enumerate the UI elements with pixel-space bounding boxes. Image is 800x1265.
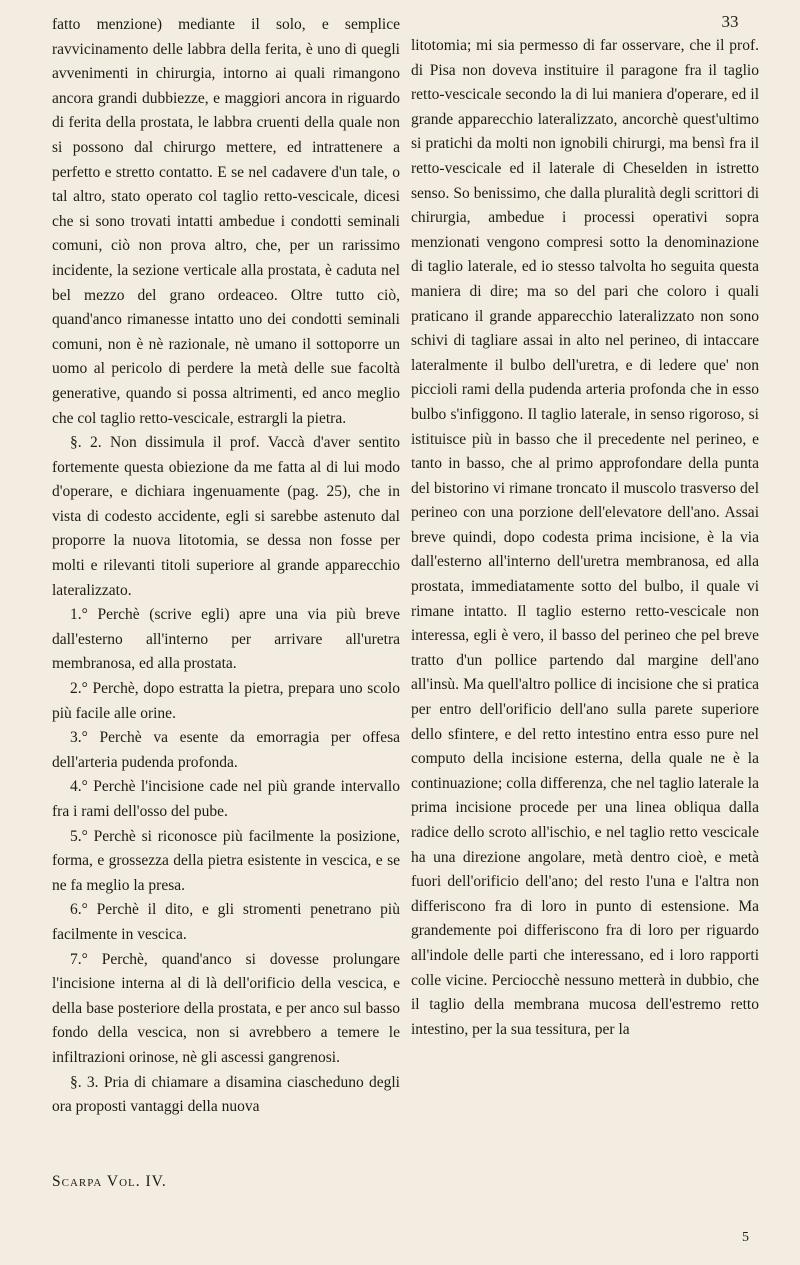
right-column bbox=[411, 34, 759, 1042]
list-item: 1.° Perchè (scrive egli) apre una via più breve dall'esterno all'interno per arrivare all'uretra membranosa, ed alla prostata. bbox=[52, 606, 400, 673]
paragraph: §. 3. Pria di chiamare a disamina ciascheduno degli ora proposti vantaggi della nuova bbox=[52, 1073, 400, 1116]
list-item: 3.° Perchè va esente da emorragia per offesa dell'arteria pudenda profonda. bbox=[52, 729, 400, 771]
list-item: 4.° Perchè l'incisione cade nel più grande intervallo fra i rami dell'osso del pube. bbox=[52, 778, 400, 820]
paragraph: litotomia; mi sia permesso di far osservare, che il prof. di Pisa non doveva instituire il paragone fra il taglio retto-vescicale secondo la di lui maniera d'operare, ed il grande apparecchio lateralizzato, ancorchè quest'ultimo si pratichi da molti non ignobili chirurgi, ma bensì fra il retto-vescicale ed il laterale di Cheselden in istretto senso. So benissimo, che dalla pluralità degli scrittori di chirurgia, ambedue i processi operativi sopra menzionati vengono compresi sotto la denominazione di taglio laterale, ed io stesso talvolta ho seguita questa maniera di dire; ma so del pari che coloro i quali praticano il grande apparecchio lateralizzato non sono schivi di tagliare assai in alto nel perineo, di intaccare lateralmente il bulbo dell'uretra, e di ledere que' non piccioli rami della pudenda arteria profonda che in esso bulbo s'infiggono. Il taglio laterale, in senso rigoroso, si istituisce più in basso che il precedente nel perineo, e tanto in basso, che al primo approfondare della punta del bistorino vi rimane troncato il muscolo trasverso del perineo con una porzione dell'elevatore dell'ano. Assai breve quindi, dopo codesta prima incisione, è la via dall'esterno all'interno dell'uretra membranosa, ed alla prostata, immediatamente sotto del bulbo, il quale vi rimane intatto. Il taglio esterno retto-vescicale non interessa, egli è vero, il basso del perineo che pel breve tratto d'un pollice partendo dal margine dell'ano all'insù. Ma quell'altro pollice di incisione che si pratica per entro dell'orificio dell'ano sulla parete superiore dello sfintere, e del retto intestino entra esso pure nel computo della incisione esterna, della quale ne è la continuazione; colla differenza, che nel taglio laterale la prima incisione procede per una linea obliqua dalla radice dello scroto all'ischio, e nel taglio retto vescicale ha una direzione angolare, metà dentro cioè, e metà fuori dell'orificio dell'ano; del resto l'una e l'altra non differiscono fra di loro in punto di estensione. Ma grandemente poi differiscono fra di loro per riguardo all'indole delle parti che interessano, ed i loro rapporti colle vicine. Perciocchè nessuno metterà in dubbio, che il taglio della membrana mucosa dell'estremo retto intestino, per la sua tessitura, per la bbox=[411, 37, 759, 1038]
list-item: 6.° Perchè il dito, e gli stromenti penetrano più facilmente in vescica. bbox=[52, 901, 400, 943]
list-item: 7.° Perchè, quand'anco si dovesse prolungare l'incisione interna al di là dell'orificio della vescica, e della base posteriore della prostata, e per anco sul basso fondo della vescica, non si avrebbero a temere le infiltrazioni orinose, nè gli ascessi gangrenosi. bbox=[52, 950, 400, 1066]
list-item: 5.° Perchè si riconosce più facilmente la posizione, forma, e grossezza della pietra esistente in vescica, e se ne fa meglio la presa. bbox=[52, 827, 400, 894]
left-column bbox=[52, 13, 400, 1120]
paragraph: §. 2. Non dissimula il prof. Vaccà d'aver sentito fortemente questa obiezione da me fatta al di lui modo d'operare, e dichiara ingenuamente (pag. 25), che in vista di codesto accidente, egli si sarebbe astenuto dal proporre la nuova litotomia, se dessa non fosse per molti e rilevanti titoli superiore al grande apparecchio lateralizzato. bbox=[52, 434, 400, 599]
page-number: 33 bbox=[721, 12, 739, 31]
paragraph: fatto menzione) mediante il solo, e semplice ravvicinamento delle labbra della ferita, è uno di quegli avvenimenti in chirurgia, intorno ai quali rimangono ancora grandi dubbiezze, e maggiori ancora in riguardo di ferita della prostata, le labbra cruenti della quale non si possono dal chirurgo mettere, ed intrattenere a perfetto e stretto contatto. E se nel cadavere d'un tale, o tal altro, stato operato col taglio retto-vescicale, dicesi che si sono trovati intatti ambedue i condotti seminali comuni, ciò non prova altro, che, per un rarissimo incidente, la sezione verticale alla prostata, è caduta nel bel mezzo del grano ordeaceo. Oltre tutto ciò, quand'anco rimanesse intatto uno dei condotti seminali comuni, non è nè razionale, nè umano il sottoporre un uomo al pericolo di perdere la metà delle sue facoltà generative, quando si possa altrimenti, ed anco meglio che col taglio retto-vescicale, estrargli la pietra. bbox=[52, 16, 400, 427]
signature-mark: 5 bbox=[742, 1230, 749, 1245]
running-footer: Scarpa Vol. IV. bbox=[52, 1173, 167, 1190]
list-item: 2.° Perchè, dopo estratta la pietra, prepara uno scolo più facile alle orine. bbox=[52, 680, 400, 722]
